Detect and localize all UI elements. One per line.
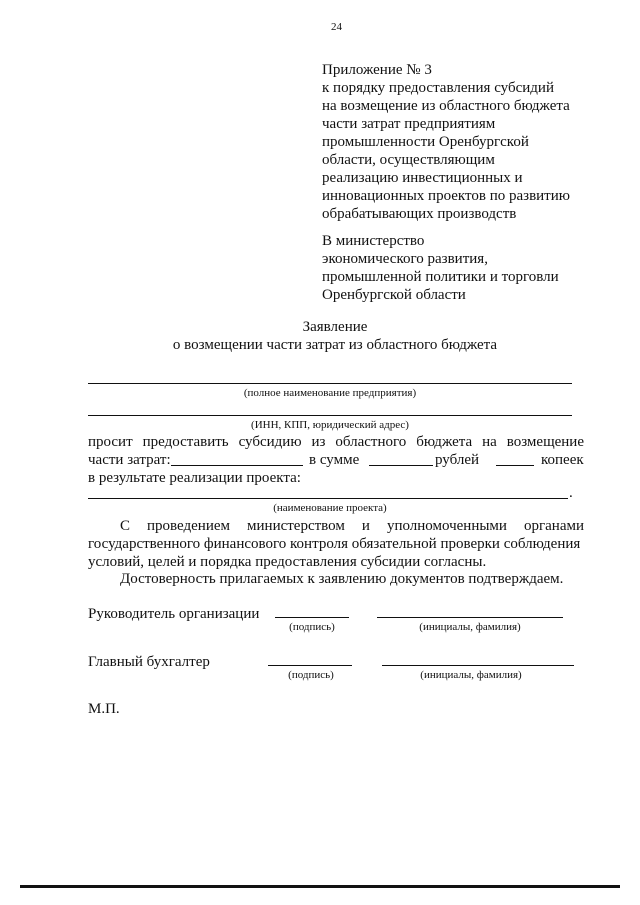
stamp-label: М.П. xyxy=(88,701,120,717)
recipient-block xyxy=(322,232,559,304)
accountant-signature-caption: (подпись) xyxy=(288,669,334,681)
consent-line-3: условий, целей и порядка предоставления субсидии согласны. xyxy=(88,554,487,570)
request-line-3: в результате реализации проекта: xyxy=(88,470,301,486)
head-signature-field[interactable] xyxy=(275,617,349,618)
consent-line-1: С проведением министерством и уполномоченными органами xyxy=(120,518,584,534)
head-label: Руководитель организации xyxy=(88,606,260,622)
appendix-block xyxy=(322,61,570,223)
head-signature-caption: (подпись) xyxy=(289,621,335,633)
company-name-caption: (полное наименование предприятия) xyxy=(243,387,417,399)
confirmation-text: Достоверность прилагаемых к заявлению документов подтверждаем. xyxy=(120,571,564,587)
accountant-name-caption: (инициалы, фамилия) xyxy=(420,669,522,681)
page-bottom-rule xyxy=(20,885,620,888)
request-rubles-label: рублей xyxy=(435,452,480,468)
head-name-field[interactable] xyxy=(377,617,563,618)
appendix-line: к порядку предоставления субсидий xyxy=(322,80,554,96)
appendix-line: инновационных проектов по развитию xyxy=(322,188,570,204)
appendix-line: области, осуществляющим xyxy=(322,152,495,168)
document-title: Заявление xyxy=(302,319,368,335)
accountant-signature-field[interactable] xyxy=(268,665,352,666)
appendix-line: промышленности Оренбургской xyxy=(322,134,529,150)
request-parts-label: части затрат: xyxy=(88,452,171,468)
appendix-line: на возмещение из областного бюджета xyxy=(322,98,570,114)
consent-line-2: государственного финансового контроля обязательной проверки соблюдения xyxy=(88,536,581,552)
accountant-name-field[interactable] xyxy=(382,665,574,666)
request-sum-label: в сумме xyxy=(309,452,360,468)
project-name-caption: (наименование проекта) xyxy=(273,502,387,514)
rubles-field[interactable] xyxy=(369,465,433,466)
recipient-line: Оренбургской области xyxy=(322,287,466,303)
head-name-caption: (инициалы, фамилия) xyxy=(419,621,521,633)
recipient-line: промышленной политики и торговли xyxy=(322,269,559,285)
request-line-1: просит предоставить субсидию из областного бюджета на возмещение xyxy=(88,434,584,450)
recipient-line: экономического развития, xyxy=(322,251,488,267)
request-kopecks-label: копеек xyxy=(541,452,584,468)
inn-caption: (ИНН, КПП, юридический адрес) xyxy=(251,419,409,431)
page-number: 24 xyxy=(331,21,342,33)
inn-field[interactable] xyxy=(88,415,572,416)
appendix-line: части затрат предприятиям xyxy=(322,116,496,132)
parts-field[interactable] xyxy=(171,465,303,466)
document-subtitle: о возмещении части затрат из областного бюджета xyxy=(172,337,498,353)
appendix-line: Приложение № 3 xyxy=(322,62,432,78)
recipient-line: В министерство xyxy=(322,233,425,249)
kopecks-field[interactable] xyxy=(496,465,534,466)
company-name-field[interactable] xyxy=(88,383,572,384)
appendix-line: обрабатывающих производств xyxy=(322,206,517,222)
appendix-line: реализацию инвестиционных и xyxy=(322,170,523,186)
accountant-label: Главный бухгалтер xyxy=(88,654,210,670)
project-name-field[interactable] xyxy=(88,498,568,499)
project-line-period: . xyxy=(569,485,573,501)
